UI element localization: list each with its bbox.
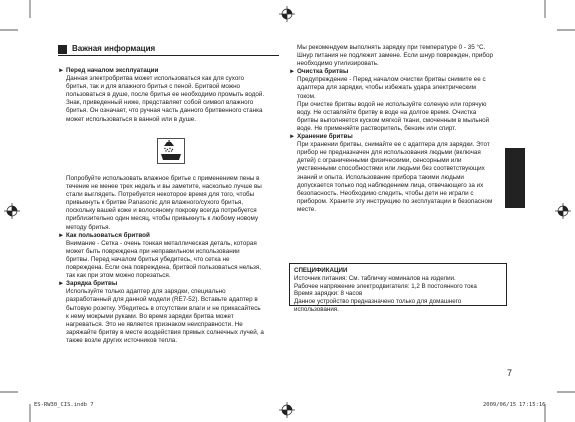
left-column-continued <box>58 175 283 345</box>
text-line: Время зарядки: 8 часов <box>294 290 363 298</box>
heading-text: Зарядка бритвы <box>66 280 118 288</box>
text-line: прибором. Храните эту инструкцию по эксплуатации в безопасном <box>297 197 493 205</box>
text-line: прибор не предназначен для использования людьми (включая <box>297 149 481 157</box>
text-line: знаний и опыта. Использование прибора такими людьми <box>297 173 464 181</box>
text-line: воду. Не оставляйте бритву в воде на долгое время. Очистка <box>297 108 477 116</box>
text-line: бритвы выполняется куском мягкой ткани, смоченным в мыльной <box>297 116 490 124</box>
text-line: током. <box>297 92 316 100</box>
triangle-bullet-icon: ► <box>58 231 65 239</box>
text-line: детей) с ограниченными физическими, сенсорными или <box>297 157 462 165</box>
text-line: методу бритья. <box>66 223 111 231</box>
text-line: бритья, так и для влажного бритья с пеной. Бритвой можно <box>66 83 241 91</box>
spec-title: СПЕЦИФИКАЦИИ <box>294 267 348 274</box>
text-line: повреждена. Если она повреждена, бритвой пользоваться нельзя, <box>66 264 262 272</box>
heading-storage <box>289 133 504 141</box>
text-line: к нему мокрыми руками. Во время зарядки бритва может <box>66 312 234 320</box>
text-line: поскольку вашей коже и волосяному покрову всегда потребуется <box>66 207 257 215</box>
text-line: Мы рекомендуем выполнять зарядку при температуре 0 - 35 °C. <box>297 44 486 51</box>
text-line: Данная электробритва может использоваться как для сухого <box>66 75 245 83</box>
text-line: бытовую розетку. Убедитесь в отсутствии влаги и не прикасайтесь <box>66 304 261 312</box>
footer-date: 2009/06/15 <box>483 402 517 408</box>
page-title: Важная информация <box>72 44 156 53</box>
text-line: При хранении бритвы, снимайте ее с адаптера для зарядки. Этот <box>297 141 490 149</box>
charging-continued-text <box>289 44 504 68</box>
text-line: разработанный для данной модели (RE7-52). Вставьте адаптер в <box>66 296 258 304</box>
text-line: Рабочее напряжение электродвигателя: 1,2 В постоянного тока <box>294 282 477 290</box>
right-column <box>289 44 504 214</box>
text-line: умственными способностями или людьми без соответствующих <box>297 165 485 173</box>
text-line: так как при этом можно порезаться. <box>66 272 171 280</box>
text-line: также возле других источников тепла. <box>66 336 178 344</box>
footer-file: ES-RW30_CIS.indb 7 <box>34 402 94 408</box>
before-use-text <box>58 75 283 124</box>
cleaning-text <box>289 76 504 133</box>
page-number: 7 <box>507 368 513 378</box>
text-line: может быть повреждена при неправильном использовании <box>66 247 240 255</box>
charging-text <box>58 288 283 345</box>
shower-bath-icon <box>157 138 185 164</box>
text-line: безопасность. Необходимо следить, чтобы дети не играли с <box>297 189 474 197</box>
language-tab-label <box>505 160 525 200</box>
language-label: Русский <box>511 165 519 195</box>
text-line: привыкнуть к бритве Panasonic для влажного/сухого бритья, <box>66 199 244 207</box>
footer-time: 17:15:16 <box>519 402 546 408</box>
text-line: использования. <box>294 305 339 313</box>
how-to-use-text <box>58 240 283 280</box>
heading-text: Перед началом эксплуатации <box>66 67 159 74</box>
text-line: бритвы. Перед началом бритья убедитесь, что сетка не <box>66 255 230 263</box>
heading-text: Хранение бритвы <box>297 133 353 141</box>
text-line: Внимание - Сетка - очень тонкая металлическая деталь, которая <box>66 239 257 247</box>
text-line: Попробуйте использовать влажное бритье с применением пены в <box>66 175 260 182</box>
text-line: может использоваться в ванной или в душе. <box>66 115 196 123</box>
text-line: Источник питания: См. табличку номиналов на изделии. <box>294 274 456 282</box>
section-header <box>58 43 279 56</box>
text-line: приблизительно один месяц, чтобы привыкнуть к любому новому <box>66 215 259 223</box>
text-line: бритья. Он означает, что ручная часть данного бритвенного станка <box>66 107 263 115</box>
text-line: Данное устройство предназначено только для домашнего <box>294 298 462 306</box>
triangle-bullet-icon: ► <box>289 68 296 76</box>
text-line: необходимо утилизировать. <box>297 60 379 68</box>
heading-before-use <box>58 67 283 75</box>
triangle-bullet-icon: ► <box>58 67 65 74</box>
text-line: Шнур питания не подлежит замене. Если шнур поврежден, прибор <box>297 52 493 60</box>
text-line: Предупреждение - Перед началом очистки бритвы снимите ее с <box>297 76 486 84</box>
text-line: заряжайте бритву в месте воздействия прямых солнечных лучей, а <box>66 328 264 336</box>
spec-lines <box>294 275 502 314</box>
heading-text: Очистка бритвы <box>297 68 349 76</box>
triangle-bullet-icon: ► <box>58 280 65 288</box>
text-line: адаптера для зарядки, чтобы избежать удара электрическим <box>297 84 476 92</box>
header-bar-icon <box>58 45 67 54</box>
heading-how-to-use <box>58 232 283 240</box>
text-line: пользоваться в душе, после бритья ее необходимо промыть водой. <box>66 91 265 99</box>
text-line: Используйте только адаптер для зарядки, специально <box>66 288 226 296</box>
storage-text <box>289 141 504 214</box>
triangle-bullet-icon: ► <box>289 133 296 141</box>
text-line: месте. <box>297 205 317 213</box>
text-line: допускается только под наблюдением лица, отвечающего за их <box>297 181 484 189</box>
left-column <box>58 67 283 124</box>
text-line: нагреваться. Это не является признаком неисправности. Не <box>66 320 243 328</box>
specifications-box <box>289 263 507 313</box>
wet-shave-text <box>58 175 283 232</box>
heading-text: Как пользоваться бритвой <box>66 231 150 239</box>
text-line: стали выглядеть. Потребуется некоторое время для того, чтобы <box>66 191 255 199</box>
text-line: При очистке бритвы водой не используйте соленую или горячую <box>297 100 487 108</box>
text-line: Знак, приведенный ниже, представляет собой символ влажного <box>66 99 254 107</box>
text-line: воде. Не применяйте растворитель, бензин или спирт. <box>297 124 457 132</box>
text-line: течение не менее трех недель и вы заметите, насколько лучше вы <box>66 183 262 191</box>
